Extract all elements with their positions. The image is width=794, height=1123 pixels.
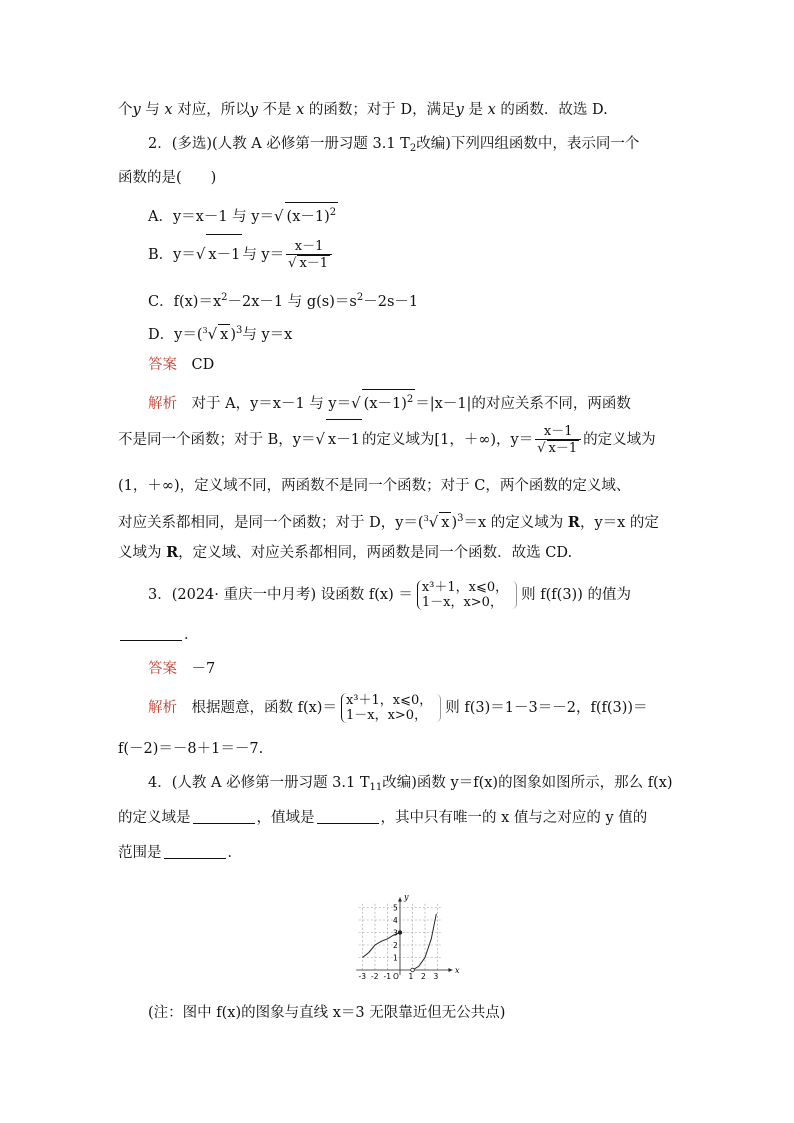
y-tick-label: 5 xyxy=(393,903,398,913)
curve-segment-2 xyxy=(413,914,437,970)
y-tick-label: 2 xyxy=(393,941,398,950)
range-blank[interactable] xyxy=(317,809,379,824)
question-2-stem: 2．(多选)(人教 A 必修第一册习题 3.1 $T_2$改编)下列四组函数中，表示同一个 xyxy=(148,136,640,154)
closed-point xyxy=(398,931,402,935)
question-4-stem-3: 范围是 ． xyxy=(118,845,242,861)
answer-2: 答案 CD xyxy=(148,357,215,373)
solution-2-line-3: (1，＋∞)，定义域不同，两函数不是同一个函数；对于 C，两个函数的定义域、 xyxy=(118,478,631,494)
x-tick-label: 3 xyxy=(433,972,439,981)
x-axis-label: x xyxy=(455,966,460,975)
option-a: A．y＝x－1 与 y＝√ $(x-1)^2$ xyxy=(148,202,338,227)
open-point xyxy=(411,968,415,972)
x-tick-label: -2 xyxy=(371,972,379,981)
option-c: C．$f(x)=x^2-2x-1$ 与 $g(s)=s^2-2s-1$ xyxy=(148,292,419,310)
solution-3-line-1: 解析 根据题意，函数 f(x)＝ x³＋1，x⩽0， 1－x，x>0， 则 f(3)＝1－3＝－2，f(f(3))＝ xyxy=(148,693,648,723)
function-graph xyxy=(342,876,482,982)
y-axis-arrow xyxy=(398,898,402,902)
question-3-stem: 3．(2024· 重庆一中月考) 设函数 f(x) ＝ x³＋1，x⩽0， 1－x，x>0， 则 f(f(3)) 的值为 xyxy=(148,580,631,610)
x-tick-label: -3 xyxy=(358,972,366,981)
y-axis-label: y xyxy=(404,892,409,902)
solution-2-line-2: 不是同一个函数；对于 B，y＝√ x－1 的定义域为[1，＋∞)，y＝ $\frac{x-1}{√ x-1}$ 的定义域为 xyxy=(118,419,656,460)
question-3-blank: ． xyxy=(118,625,199,645)
domain-blank[interactable] xyxy=(193,809,255,824)
y-tick-label: 1 xyxy=(393,953,398,963)
question-2-stem-2: 函数的是( ) xyxy=(118,170,217,186)
x-tick-label: 1 xyxy=(408,972,414,981)
question-4-stem-2: 的定义域是 ，值域是 ，其中只有唯一的 x 值与之对应的 y 值的 xyxy=(118,810,648,826)
option-b: B．y＝√ x－1 与 y＝ $\frac{x-1}{√ x-1}$ xyxy=(148,234,334,275)
option-d: D．y＝($^3$√ x )$^3$与 y＝x xyxy=(148,325,293,343)
x-tick-label: O xyxy=(393,972,399,981)
y-tick-label: 4 xyxy=(393,916,398,925)
x-axis-arrow xyxy=(449,968,453,972)
solution-2-line-1: 解析 对于 A，y＝x－1 与 y＝√ $(x-1)^2 =|x-1|$的对应关系不同，两函数 xyxy=(148,389,631,414)
graph-note: (注：图中 f(x)的图象与直线 x＝3 无限靠近但无公共点) xyxy=(148,1005,506,1021)
unique-range-blank[interactable] xyxy=(164,844,226,859)
x-tick-label: -1 xyxy=(383,972,391,981)
solution-2-line-5: 义域为 R，定义域、对应关系都相同，两函数是同一个函数．故选 CD. xyxy=(118,544,573,561)
x-tick-label: 2 xyxy=(421,972,426,981)
y-tick-label: 3 xyxy=(393,928,398,938)
answer-3: 答案 －7 xyxy=(148,661,216,677)
solution-2-line-4: 对应关系都相同，是同一个函数；对于 D，y＝($^3$√ x )$^3$＝x 的定义域为 R，y＝x 的定 xyxy=(118,513,659,531)
answer-blank[interactable] xyxy=(120,626,182,641)
text-line: 个y 与 x 对应，所以y 不是 x 的函数；对于 D，满足y 是 x 的函数．故选 D. xyxy=(118,102,608,118)
solution-3-line-2: f(－2)＝－8＋1＝－7. xyxy=(118,741,264,757)
question-4-stem: 4．(人教 A 必修第一册习题 3.1 $T_{11}$改编)函数 y＝f(x)的图象如图所示，那么 f(x) xyxy=(148,775,673,793)
